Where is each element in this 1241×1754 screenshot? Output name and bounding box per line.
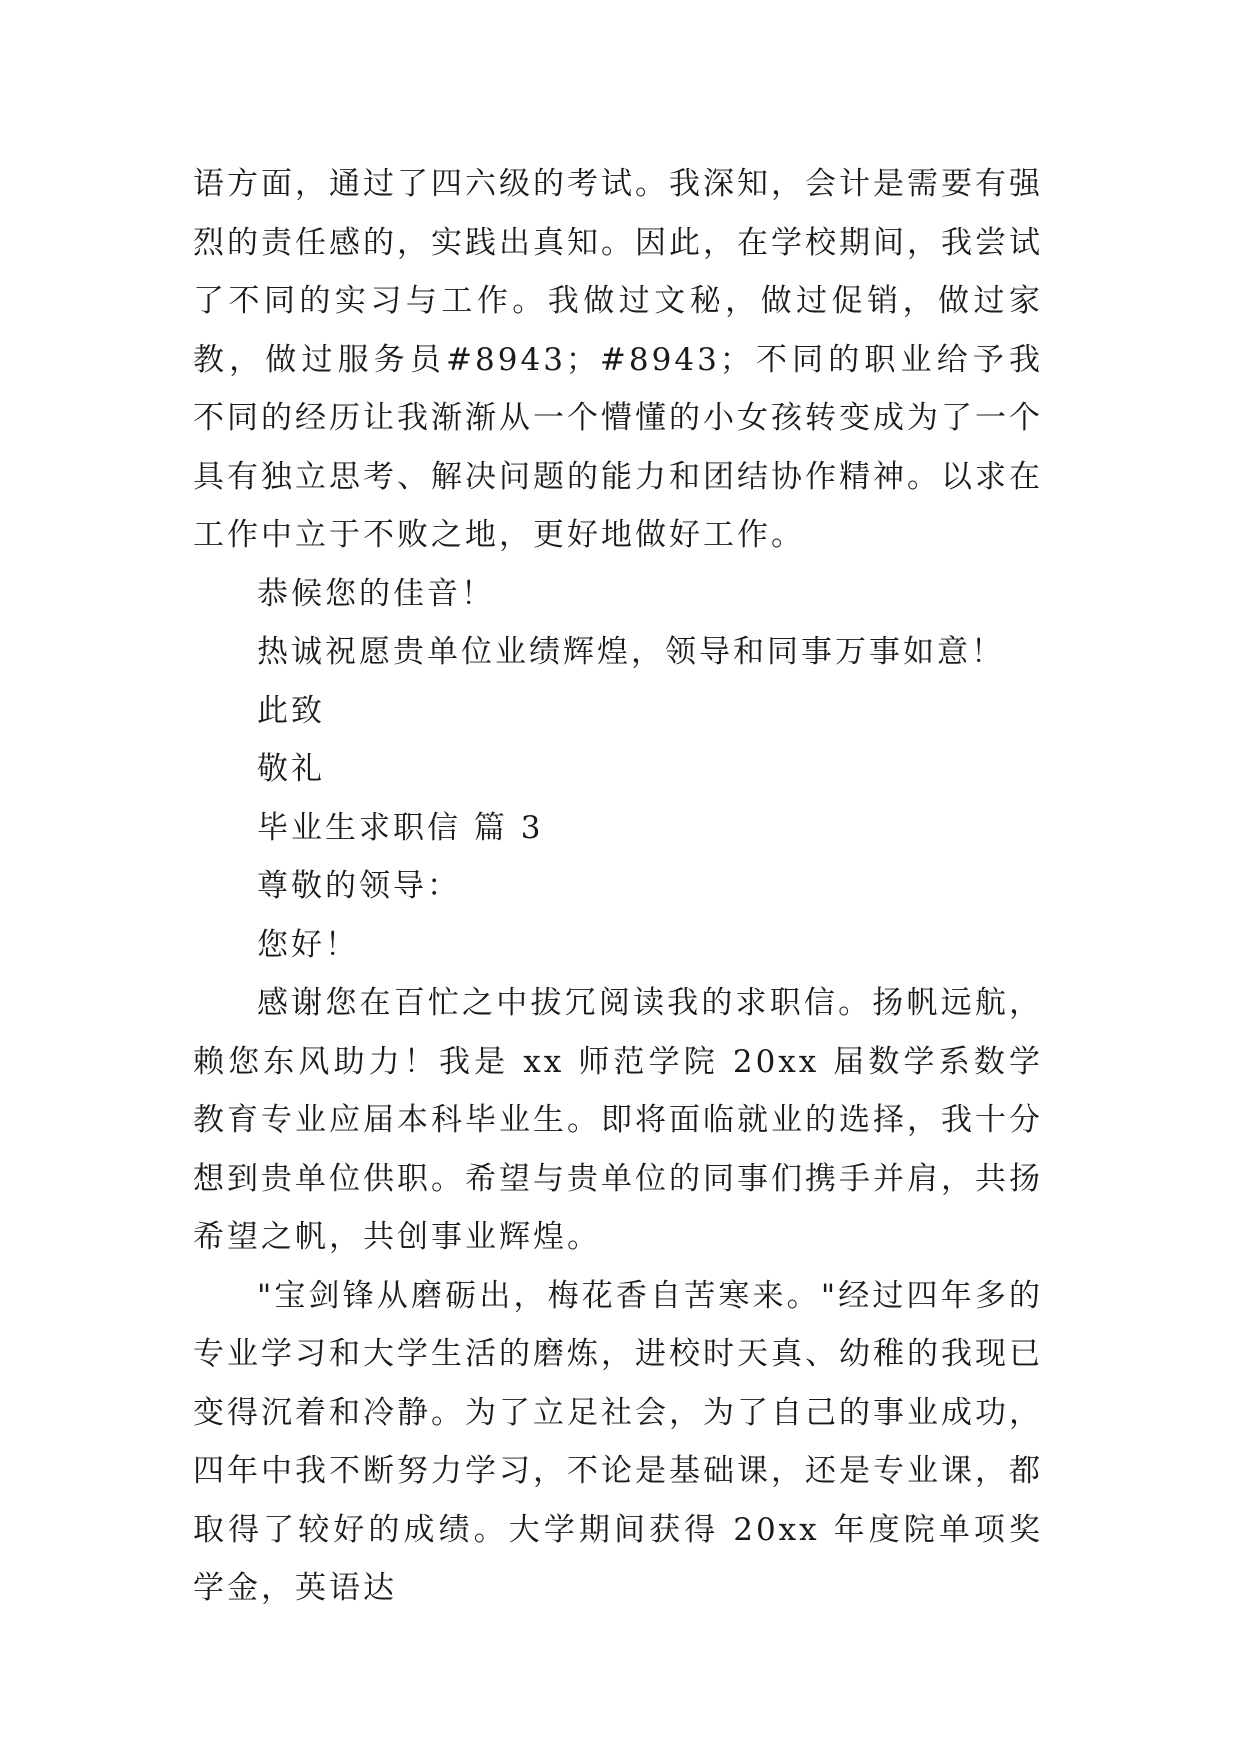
closing-regards: 敬礼 <box>257 751 325 787</box>
closing-salutation: 此致 <box>257 692 325 729</box>
paragraph-wishes: 热诚祝愿贵单位业绩辉煌，领导和同事万事如意！ <box>257 634 1005 670</box>
paragraph-introduction: 感谢您在百忙之中拔冗阅读我的求职信。扬帆远航，赖您东风助力！我是 xx 师范学院 20xx 届数学系数学教育专业应届本科毕业生。即将面临就业的选择，我十分想到贵单位供职。希望与贵单位的同事们携手并肩，共扬希望之帆，共创事业辉煌。 <box>193 985 1043 1255</box>
greeting-recipient: 尊敬的领导： <box>257 868 461 904</box>
greeting-hello: 您好！ <box>257 926 359 963</box>
paragraph-continuation: 语方面，通过了四六级的考试。我深知，会计是需要有强烈的责任感的，实践出真知。因此，在学校期间，我尝试了不同的实习与工作。我做过文秘，做过促销，做过家教，做过服务员#8943；#8943；不同的职业给予我不同的经历让我渐渐从一个懵懂的小女孩转变成为了一个具有独立思考、解决问题的能力和团结协作精神。以求在工作中立于不败之地，更好地做好工作。 <box>193 166 1043 553</box>
paragraph-study-experience: "宝剑锋从磨砺出，梅花香自苦寒来。"经过四年多的专业学习和大学生活的磨炼，进校时天真、幼稚的我现已变得沉着和冷静。为了立足社会，为了自己的事业成功，四年中我不断努力学习，不论是基础课，还是专业课，都取得了较好的成绩。大学期间获得 20xx 年度院单项奖学金，英语达 <box>193 1277 1043 1606</box>
section-heading: 毕业生求职信 篇 3 <box>257 809 544 846</box>
document-body <box>193 155 1043 1618</box>
paragraph-await-reply: 恭候您的佳音！ <box>257 575 495 612</box>
